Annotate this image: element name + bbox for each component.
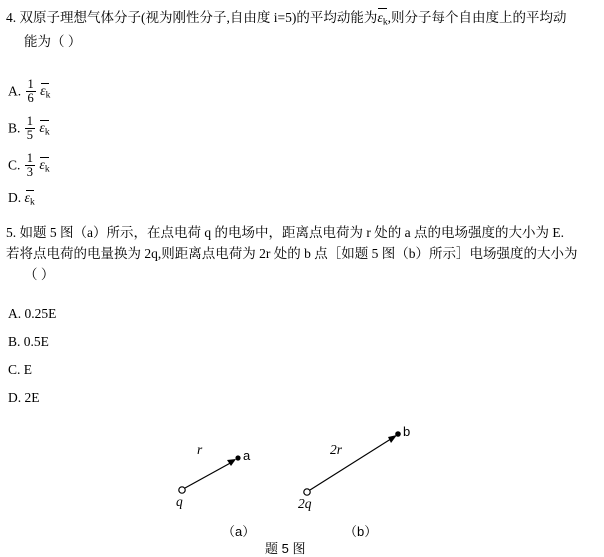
epsilon-glyph: ε — [24, 191, 31, 206]
figure-a-vector — [179, 455, 241, 493]
fraction-one-fifth — [25, 115, 35, 142]
choice-a-label: A. — [8, 306, 22, 321]
epsilon-glyph: ε — [39, 121, 45, 137]
question-4-line-2: 能为（ ） — [24, 34, 82, 50]
figure-caption-main: 题 5 图 — [265, 541, 306, 556]
point-b-dot — [395, 431, 401, 437]
choice-b-label: B. — [8, 120, 21, 136]
question-5-line-3: （ ） — [24, 267, 55, 282]
epsilon-subscript: k — [44, 127, 50, 138]
question-5 — [6, 222, 598, 285]
question-5-choice-a[interactable] — [8, 306, 56, 322]
epsilon-subscript: k — [45, 90, 51, 101]
question-4-choice-c[interactable] — [8, 152, 50, 179]
overbar — [40, 157, 48, 158]
overbar — [378, 8, 386, 9]
overbar — [40, 120, 48, 121]
fraction-denominator: 3 — [26, 165, 34, 180]
question-5-choice-b[interactable] — [8, 334, 49, 350]
label-2r: 2r — [330, 442, 343, 457]
fraction-numerator: 1 — [27, 77, 34, 91]
fraction-denominator: 5 — [26, 128, 34, 143]
figure-b-vector — [304, 431, 401, 495]
epsilon-subscript: k — [30, 197, 35, 208]
question-5-line-1 — [6, 222, 598, 243]
epsilon-subscript: k — [382, 17, 388, 28]
fraction-numerator: 1 — [26, 114, 34, 128]
question-5-choice-d[interactable] — [8, 390, 40, 406]
choice-c-text: E — [23, 362, 33, 377]
question-5-choice-c[interactable] — [8, 362, 32, 378]
epsilon-k-symbol — [377, 9, 387, 32]
question-4-line-1 — [6, 8, 598, 32]
epsilon-subscript: k — [44, 164, 50, 175]
vector-2r-arrowhead — [388, 435, 397, 443]
choice-b-label: B. — [8, 334, 21, 349]
question-4-choice-a[interactable] — [8, 78, 50, 105]
epsilon-k-symbol — [39, 158, 49, 174]
epsilon-k-symbol — [39, 121, 49, 137]
question-4 — [6, 8, 598, 52]
epsilon-glyph: ε — [40, 84, 46, 100]
choice-b-text: 0.5E — [23, 334, 49, 349]
fraction-one-third — [25, 152, 35, 179]
epsilon-glyph: ε — [39, 158, 45, 174]
charge-2q-point — [304, 489, 310, 495]
label-r: r — [197, 442, 203, 457]
choice-a-text: 0.25E — [24, 306, 57, 321]
vector-2r-line — [310, 437, 394, 490]
question-5-number: 5. — [6, 225, 17, 240]
choice-d-text: 2E — [24, 390, 40, 405]
epsilon-k-symbol — [25, 191, 35, 207]
fraction-one-sixth — [26, 78, 36, 105]
choice-c-label: C. — [8, 362, 21, 377]
question-4-text-before: 双原子理想气体分子(视为刚性分子,自由度 i=5)的平均动能为 — [19, 10, 378, 25]
epsilon-glyph: ε — [377, 11, 383, 26]
question-4-choice-b[interactable] — [8, 115, 50, 142]
vector-r-arrowhead — [227, 459, 236, 466]
figure-caption-a: （a） — [222, 524, 256, 539]
question-5-text-1: 如题 5 图（a）所示，在点电荷 q 的电场中，距离点电荷为 r 处的 a 点的电场强度的大小为 E. — [19, 225, 564, 240]
choice-a-label: A. — [8, 83, 22, 99]
question-4-text-after: ,则分子每个自由度上的平均动 — [387, 10, 567, 25]
choice-d-label: D. — [8, 190, 22, 205]
charge-q-point — [179, 487, 185, 493]
question-4-choice-d[interactable] — [8, 190, 35, 207]
overbar — [41, 83, 49, 84]
choice-c-label: C. — [8, 157, 21, 173]
question-4-number: 4. — [6, 10, 17, 25]
label-q: q — [176, 494, 183, 509]
figure-caption-b: （b） — [344, 524, 378, 539]
fraction-numerator: 1 — [26, 151, 34, 165]
label-a: a — [243, 448, 251, 463]
fraction-denominator: 6 — [27, 91, 34, 106]
label-2q: 2q — [298, 496, 312, 511]
label-b: b — [403, 424, 411, 439]
point-a-dot — [235, 455, 240, 460]
choice-d-label: D. — [8, 390, 22, 405]
figure-5 — [150, 420, 460, 520]
question-5-line-2: 若将点电荷的电量换为 2q,则距离点电荷为 2r 处的 b 点［如题 5 图（b）所示］电场强度的大小为 — [6, 246, 578, 261]
vector-r-line — [185, 461, 234, 488]
epsilon-k-symbol — [40, 84, 50, 100]
overbar — [26, 190, 34, 191]
